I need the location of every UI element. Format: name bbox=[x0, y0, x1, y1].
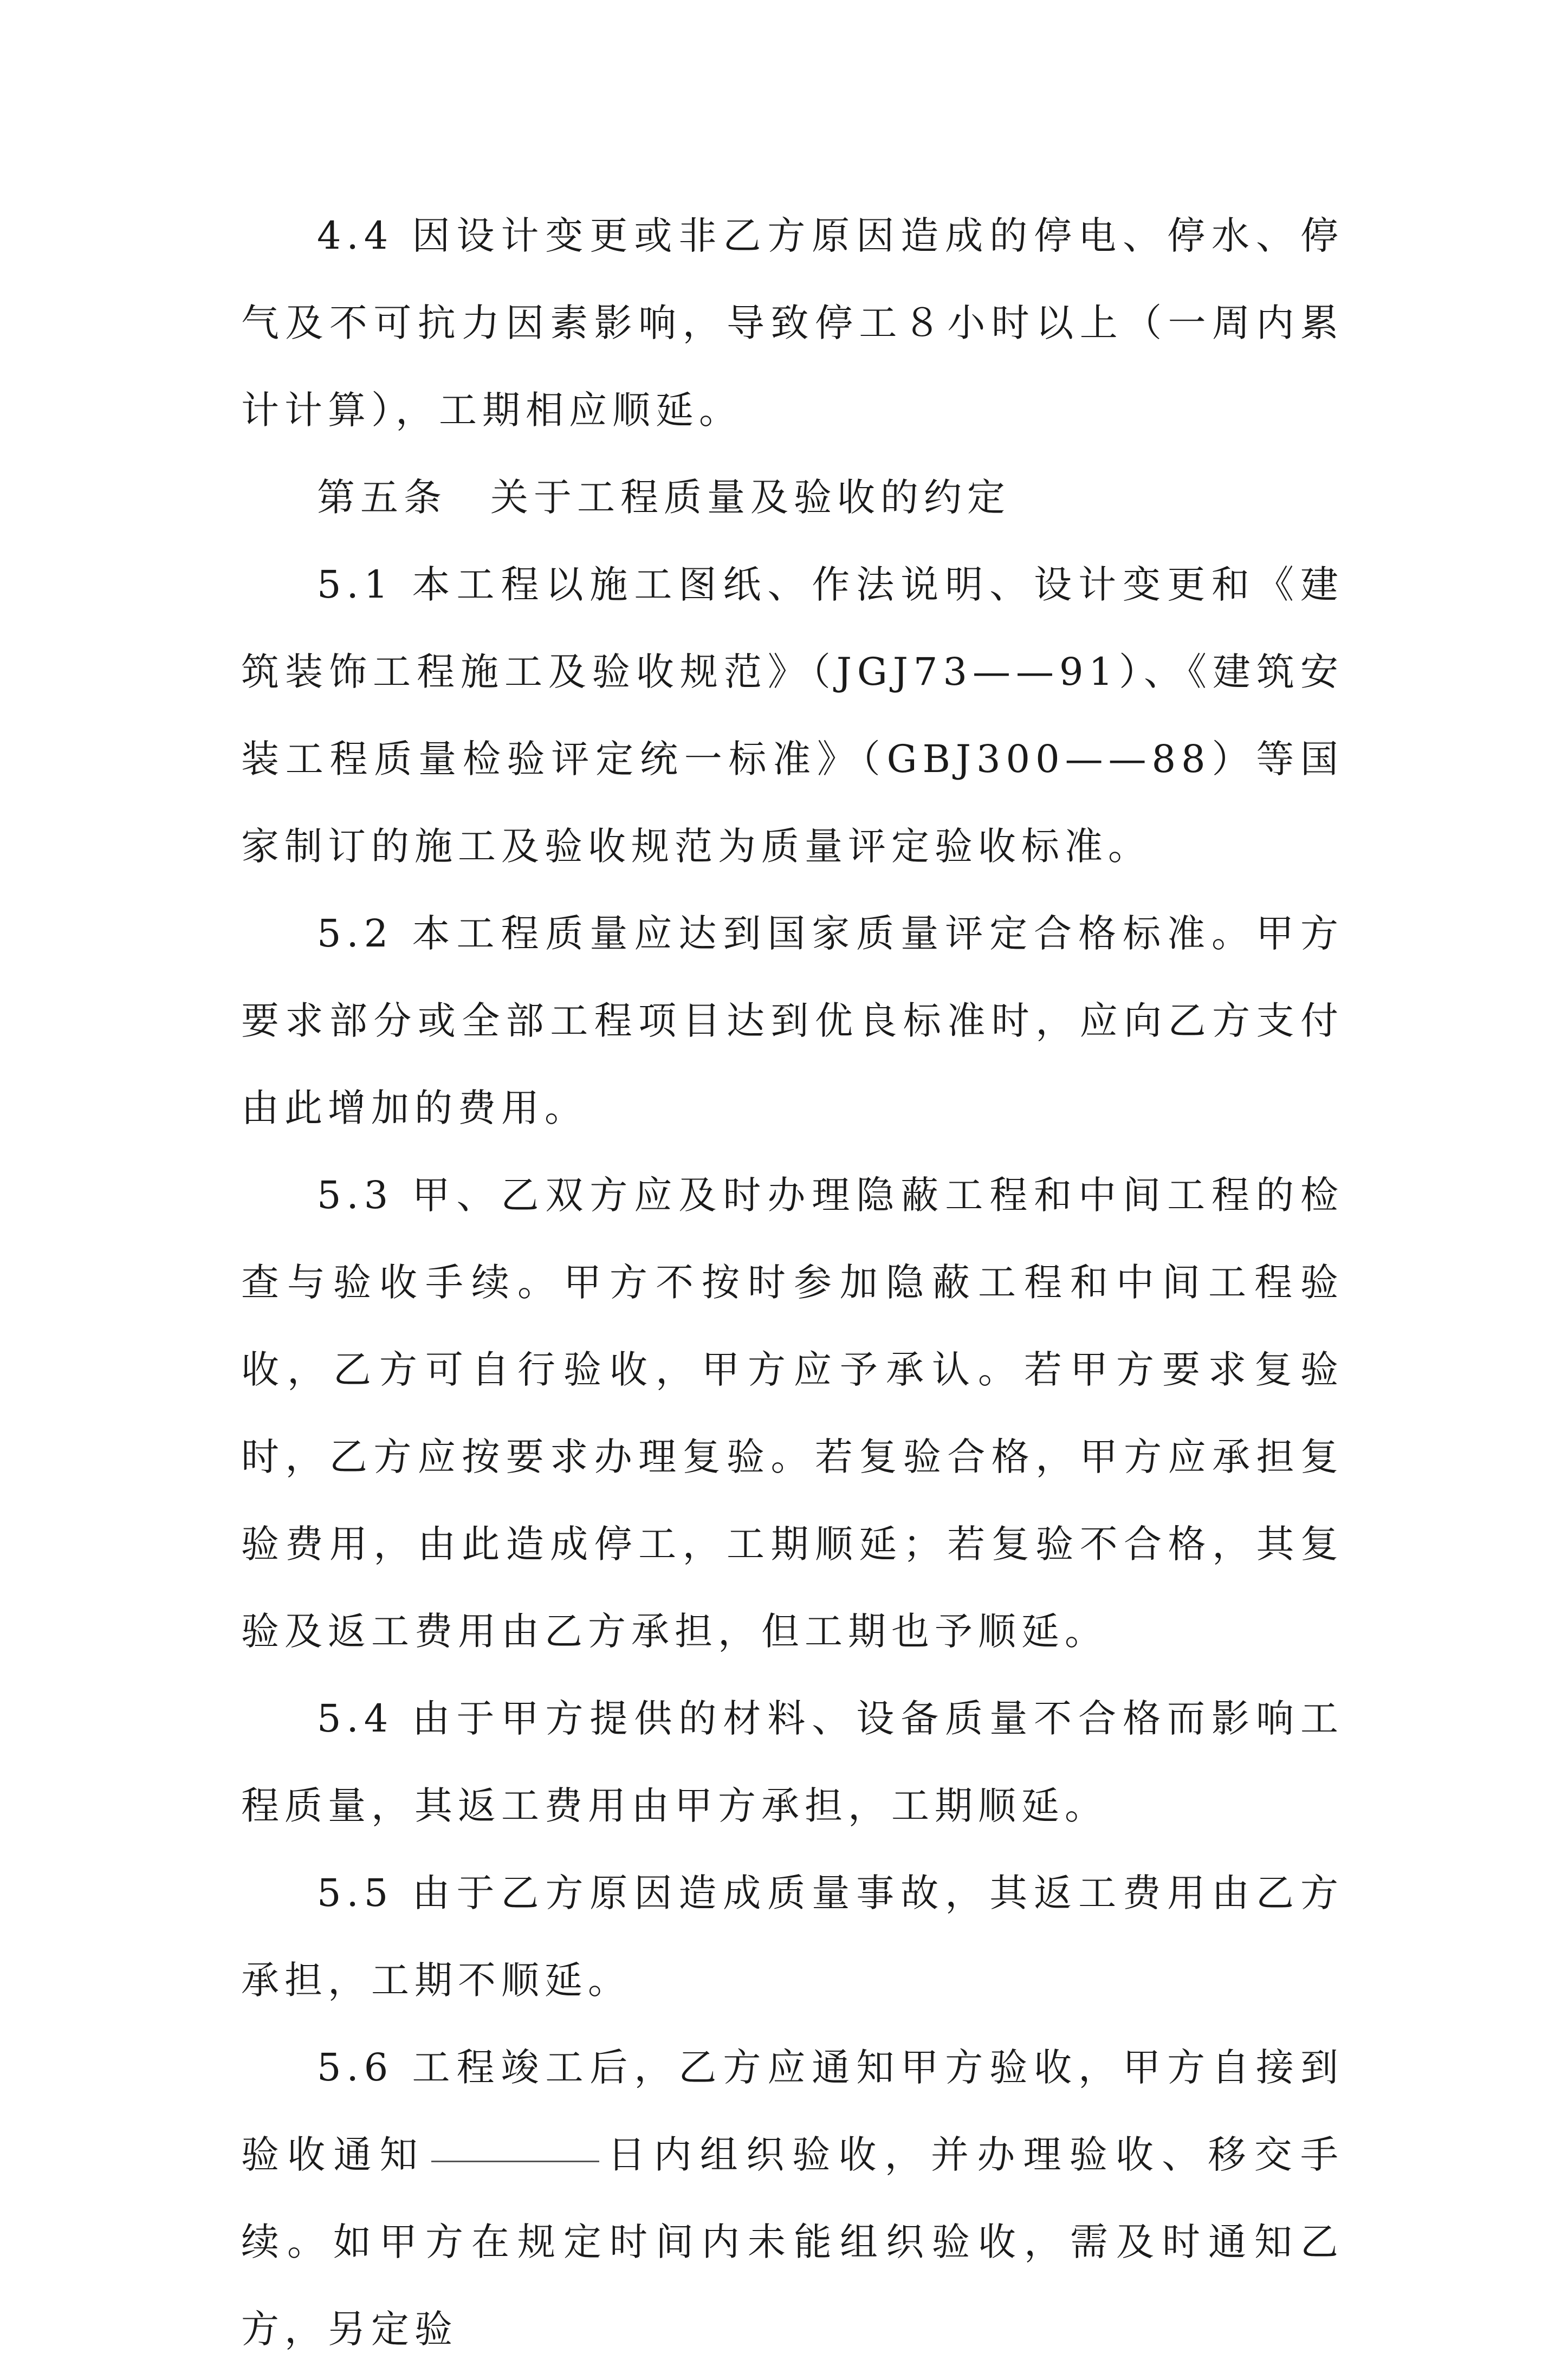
clause-5-4: 5.4 由于甲方提供的材料、设备质量不合格而影响工程质量，其返工费用由甲方承担，工期顺延。 bbox=[241, 1696, 1344, 1828]
clause-5-5: 5.5 由于乙方原因造成质量事故，其返工费用由乙方承担，工期不顺延。 bbox=[241, 1871, 1344, 2002]
clause-5-6-after-blank: 日内组织验收，并办理验收、移交手续。如甲方在规定时间内未能组织验收，需及时通知乙方，另定验 bbox=[241, 2132, 1344, 2351]
clause-5-6 bbox=[241, 2024, 1344, 2373]
document-body bbox=[241, 192, 1344, 2373]
clause-4-4: 4.4 因设计变更或非乙方原因造成的停电、停水、停气及不可抗力因素影响，导致停工８小时以上（一周内累计计算），工期相应顺延。 bbox=[241, 213, 1344, 432]
article-5-heading: 第五条 关于工程质量及验收的约定 bbox=[317, 475, 1010, 520]
clause-5-2: 5.2 本工程质量应达到国家质量评定合格标准。甲方要求部分或全部工程项目达到优良标准时，应向乙方支付由此增加的费用。 bbox=[241, 911, 1344, 1130]
clause-5-3: 5.3 甲、乙双方应及时办理隐蔽工程和中间工程的检查与验收手续。甲方不按时参加隐蔽工程和中间工程验收，乙方可自行验收，甲方应予承认。若甲方要求复验时，乙方应按要求办理复验。若复验合格，甲方应承担复验费用，由此造成停工，工期顺延；若复验不合格，其复验及返工费用由乙方承担，但工期也予顺延。 bbox=[241, 1173, 1344, 1654]
clause-5-6-before-blank: 5.6 工程竣工后，乙方应通知甲方验收，甲方自接到验收通知 bbox=[241, 2045, 1344, 2177]
fill-in-blank-days bbox=[431, 2160, 599, 2162]
clause-5-1: 5.1 本工程以施工图纸、作法说明、设计变更和《建筑装饰工程施工及验收规范》（JGJ73——91）、《建筑安装工程质量检验评定统一标准》（GBJ300——88）等国家制订的施工及验收规范为质量评定验收标准。 bbox=[241, 562, 1344, 868]
